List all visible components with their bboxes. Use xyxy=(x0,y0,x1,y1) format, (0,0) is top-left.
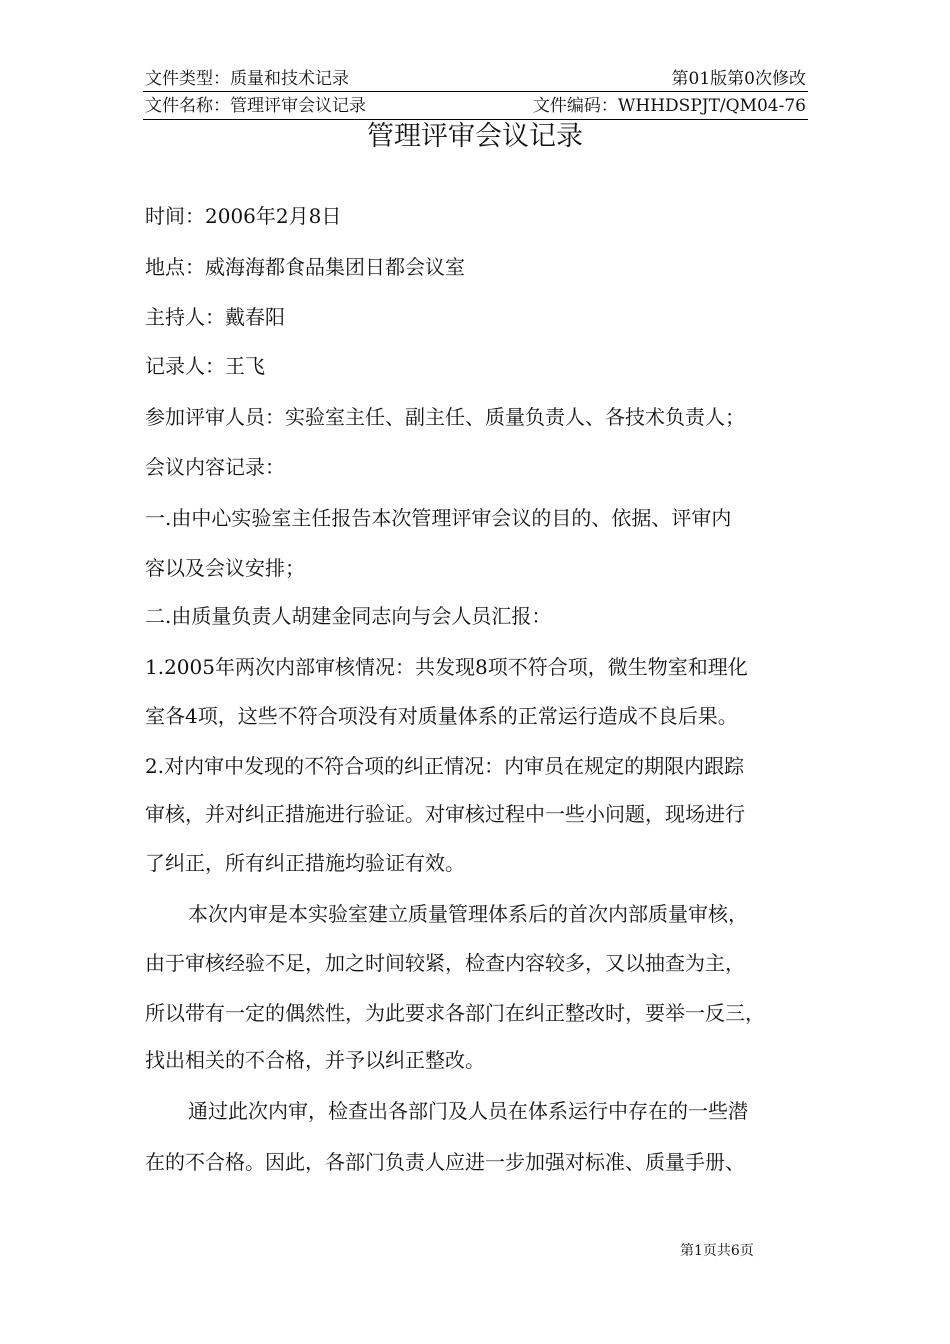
body-line: 审核，并对纠正措施进行验证。对审核过程中一些小问题，现场进行 xyxy=(145,802,745,826)
header-row-name xyxy=(143,95,808,120)
body-line: 室各4项，这些不符合项没有对质量体系的正常运行造成不良后果。 xyxy=(145,704,738,728)
body-line: 2.对内审中发现的不符合项的纠正情况：内审员在规定的期限内跟踪 xyxy=(145,754,745,778)
body-line: 所以带有一定的偶然性，为此要求各部门在纠正整改时，要举一反三， xyxy=(145,1001,765,1025)
body-line: 由于审核经验不足，加之时间较紧，检查内容较多，又以抽查为主， xyxy=(145,951,745,975)
page-title: 管理评审会议记录 xyxy=(367,121,583,152)
body-line: 在的不合格。因此，各部门负责人应进一步加强对标准、质量手册、 xyxy=(145,1150,745,1174)
meeting-host: 主持人：戴春阳 xyxy=(145,305,285,329)
body-line: 了纠正，所有纠正措施均验证有效。 xyxy=(145,851,465,875)
doc-code: 文件编码：WHHDSPJT/QM04-76 xyxy=(532,96,806,116)
body-line: 本次内审是本实验室建立质量管理体系后的首次内部质量审核， xyxy=(188,902,748,926)
content-heading: 会议内容记录： xyxy=(145,455,285,479)
meeting-participants: 参加评审人员：实验室主任、副主任、质量负责人、各技术负责人； xyxy=(145,405,745,429)
meeting-location: 地点：威海海都食品集团日都会议室 xyxy=(145,255,465,279)
meeting-time: 时间：2006年2月8日 xyxy=(145,204,342,228)
body-line: 1.2005年两次内部审核情况：共发现8项不符合项，微生物室和理化 xyxy=(145,655,748,679)
doc-name: 文件名称：管理评审会议记录 xyxy=(145,96,366,116)
body-line: 找出相关的不合格，并予以纠正整改。 xyxy=(145,1048,485,1072)
page-number: 第1页共6页 xyxy=(680,1243,754,1259)
header-row-type xyxy=(143,67,808,92)
body-line: 二.由质量负责人胡建金同志向与会人员汇报： xyxy=(145,604,552,628)
body-line: 一.由中心实验室主任报告本次管理评审会议的目的、依据、评审内 xyxy=(145,506,732,530)
body-line: 通过此次内审，检查出各部门及人员在体系运行中存在的一些潜 xyxy=(188,1099,748,1123)
meeting-recorder: 记录人：王飞 xyxy=(145,354,265,378)
doc-version: 第01版第0次修改 xyxy=(671,69,806,89)
doc-type: 文件类型：质量和技术记录 xyxy=(145,69,349,89)
body-line: 容以及会议安排； xyxy=(145,556,305,580)
